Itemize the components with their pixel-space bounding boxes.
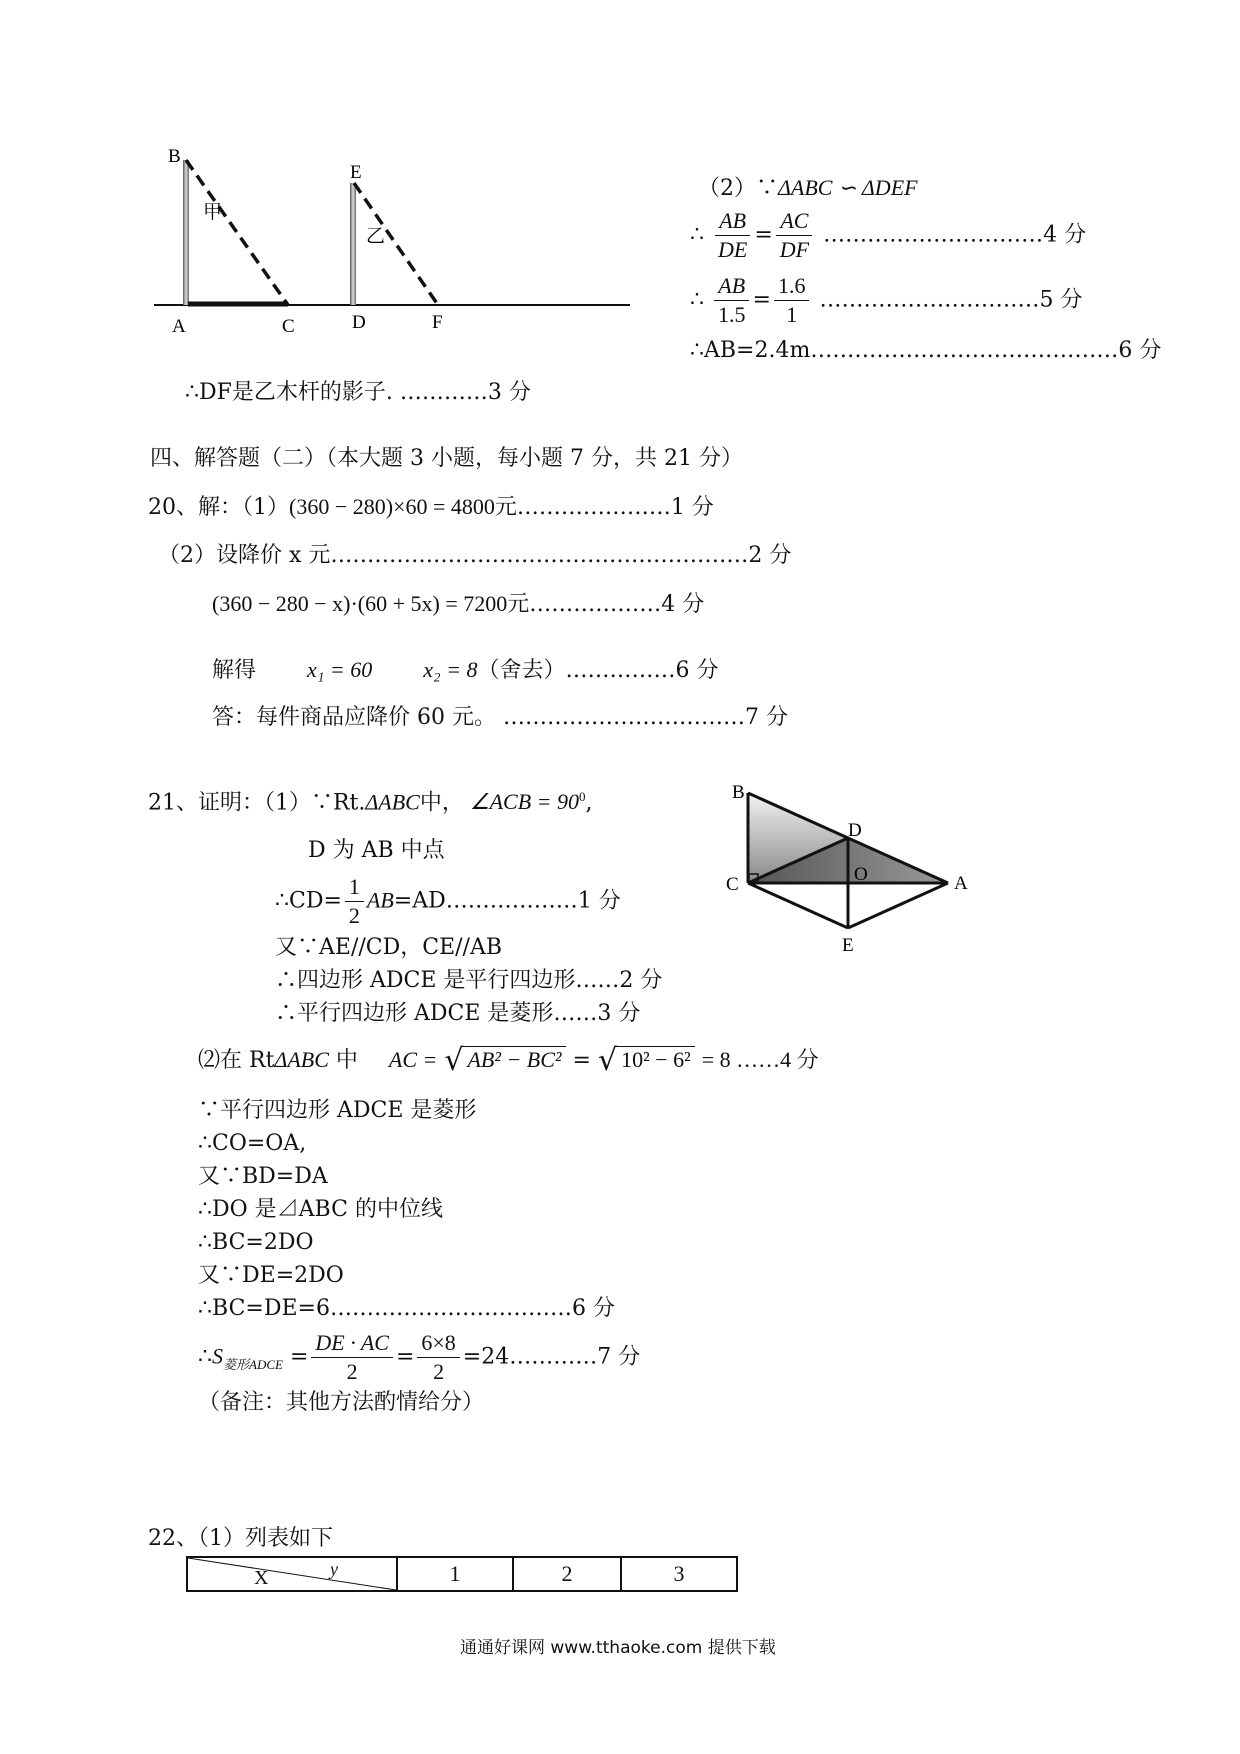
radical-10-6: 10² − 6² — [617, 1046, 695, 1071]
q20-line-1: 20、解：（1）(360 − 280)×60 = 4800元…………………1 分 — [148, 494, 714, 520]
q20-line-2: （2）设降价 x 元…………………………………………………2 分 — [158, 543, 792, 568]
label-E: E — [842, 935, 854, 956]
page-footer: 通通好课网 www.tthaoke.com 提供下载 — [460, 1638, 776, 1658]
q21-note: （备注：其他方法酌情给分） — [198, 1390, 485, 1415]
label-C: C — [282, 316, 295, 337]
q19-conclusion: ∴DF是乙木杆的影子. …………3 分 — [185, 380, 531, 405]
shadow-figure — [150, 140, 640, 355]
fraction-ac-df: $\frac{AC}{DF}$ — [776, 210, 813, 261]
fraction-ab-de: $\frac{AB}{DE}$ — [714, 210, 751, 261]
q21-line-11: ∴DO 是⊿ABC 的中位线 — [198, 1197, 443, 1222]
q19-part2-line: （2）∵ΔABC ∽ ΔDEF — [698, 175, 918, 201]
q21-line-1: 21、证明：（1）∵Rt.ΔABC中， ∠ACB = $90^0$, — [148, 789, 593, 816]
label-jia: 甲 — [203, 201, 223, 223]
label-yi: 乙 — [366, 225, 386, 247]
similar-triangles: ΔABC ∽ ΔDEF — [778, 175, 918, 200]
fraction-ab-15: $\frac{AB}{1.5}$ — [714, 275, 750, 326]
q20-answer: 答：每件商品应降价 60 元。 ……………………………7 分 — [212, 705, 788, 730]
pole-yi — [350, 183, 356, 305]
label-B: B — [168, 146, 181, 167]
label-D: D — [848, 820, 862, 841]
pole-jia — [183, 160, 189, 305]
q21-line-7: ⑵在 RtΔABC 中 AC = √ AB² − BC² = √ 10² − 6² = 8 ……4 分 — [198, 1043, 819, 1078]
table-row — [187, 1557, 737, 1591]
table-corner-cell — [187, 1557, 397, 1591]
q21-line-14: ∴BC=DE=6……………………………6 分 — [198, 1296, 615, 1321]
rhombus-figure — [720, 780, 980, 960]
q21-line-10: 又∵BD=DA — [198, 1164, 328, 1189]
q21-line-8: ∵平行四边形 ADCE 是菱形 — [198, 1098, 477, 1123]
q21-line-6: ∴平行四边形 ADCE 是菱形……3 分 — [275, 1001, 641, 1026]
score-dots-4: …………………………4 分 — [823, 222, 1087, 248]
corner-x: X — [254, 1567, 269, 1589]
label-D: D — [352, 312, 366, 333]
q20-line-4: 解得 x₁ = 60 x₂ = 8（舍去）……………6 分 — [212, 657, 719, 683]
q21-line-4: 又∵AE//CD，CE//AB — [275, 935, 503, 960]
q21-line-13: 又∵DE=2DO — [198, 1263, 344, 1288]
radical-ab-bc: AB² − BC² — [463, 1046, 565, 1071]
label-E: E — [350, 162, 362, 183]
label-A: A — [954, 873, 968, 894]
q21-line-9: ∴CO=OA, — [198, 1131, 307, 1156]
q19-ratio-line-2: ∴ $\frac{AB}{1.5}$ = $\frac{1.6}{1}$ …………………………5 分 — [690, 273, 1083, 327]
q21-area-line: $\therefore S_{菱形ADCE}$ = $\frac{DE \cdot AC}{2}$ = $\frac{6\times 8}{2}$ =24…………7 分 — [198, 1330, 641, 1384]
section-heading: 四、解答题（二）（本大题 3 小题，每小题 7 分，共 21 分） — [150, 446, 743, 471]
fraction-6x8: $\frac{6\times 8}{2}$ — [417, 1332, 459, 1383]
q21-line-3: ∴CD= $\frac{1}{2}$ AB=AD………………1 分 — [275, 874, 621, 928]
q21-line-12: ∴BC=2DO — [198, 1230, 314, 1255]
score-dots-5: …………………………5 分 — [819, 287, 1083, 313]
q19-result: ∴AB=2.4m……………………………………6 分 — [690, 338, 1162, 363]
q21-line-5: ∴四边形 ADCE 是平行四边形……2 分 — [275, 968, 663, 993]
corner-y: y — [330, 1559, 338, 1579]
table-cell: 3 — [621, 1557, 737, 1591]
table-cell: 2 — [513, 1557, 621, 1591]
q19-ratio-line-1: ∴ $\frac{AB}{DE}$ = $\frac{AC}{DF}$ …………………………4 分 — [690, 208, 1087, 262]
ray-bc — [186, 160, 288, 305]
q22-table — [186, 1556, 738, 1592]
label-B: B — [732, 782, 745, 803]
q20-line-3: (360 − 280 − x)·(60 + 5x) = 7200元………………4 分 — [212, 591, 705, 617]
fraction-de-ac: $\frac{DE \cdot AC}{2}$ — [311, 1332, 393, 1383]
q21-line-2: D 为 AB 中点 — [308, 838, 445, 863]
fraction-half: $\frac{1}{2}$ — [345, 876, 364, 927]
label-O: O — [854, 864, 868, 885]
label-C: C — [726, 874, 739, 895]
label-A: A — [172, 316, 186, 337]
q22-heading: 22、（1）列表如下 — [148, 1526, 333, 1551]
label-F: F — [432, 312, 443, 333]
fraction-16-1: $\frac{1.6}{1}$ — [774, 275, 810, 326]
table-cell: 1 — [397, 1557, 513, 1591]
